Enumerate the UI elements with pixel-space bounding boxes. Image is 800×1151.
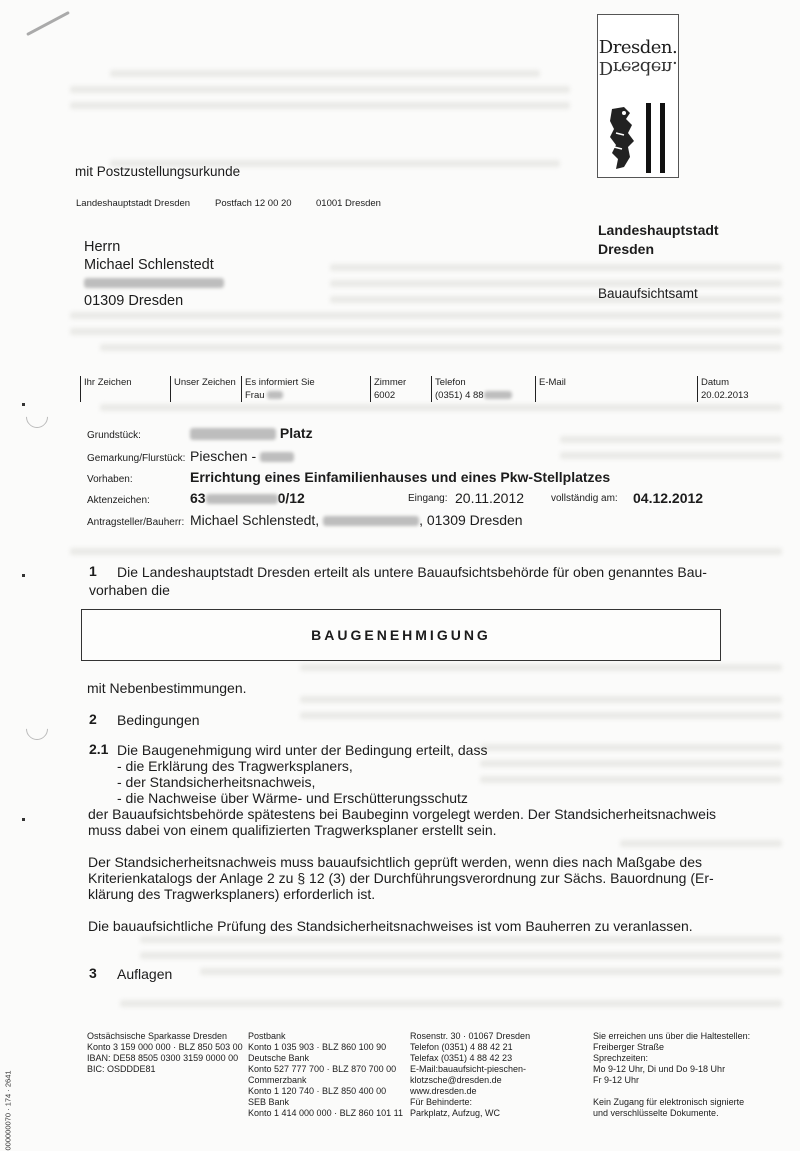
footer-col4-line: Freiberger Straße [593,1042,665,1052]
section21-p2-line2: Kriterienkatalogs der Anlage 2 zu § 12 (3) der Durchführungsverordnung zur Sächs. Bauordnung (Er- [88,870,714,886]
section21-p2-line3: klärung des Tragwerksplaners) erforderlich ist. [88,886,376,902]
fold-mark [22,403,25,406]
aktenzeichen-label: Aktenzeichen: [87,495,150,506]
ref-telefon-label: Telefon [435,377,466,388]
eingang-value: 20.11.2012 [455,490,525,506]
fold-mark [22,574,25,577]
footer-hours [593,1031,750,1119]
aktenzeichen-value [190,490,305,506]
sender-postbox: Postfach 12 00 20 [215,198,292,209]
issuer-name [598,221,719,259]
issuer-office: Bauaufsichtsamt [598,286,698,301]
section21-intro: Die Baugenehmigung wird unter der Bedingung erteilt, dass [117,742,488,758]
footer-col3-line: klotzsche@dresden.de [410,1075,502,1085]
punch-hole [21,401,52,432]
section2-number: 2 [89,711,97,727]
footer-bank-sparkasse [87,1031,243,1075]
footer-col1-line: Konto 3 159 000 000 · BLZ 850 503 00 [87,1042,243,1052]
section21-number: 2.1 [89,741,109,757]
vorhaben-value: Errichtung eines Einfamilienhauses und eines Pkw-Stellplatzes [190,469,611,485]
recipient-street-redacted [84,274,224,292]
section21-item-2: - der Standsicherheitsnachweis, [117,774,316,790]
section1-line1: Die Landeshauptstadt Dresden erteilt als untere Bauaufsichtsbehörde für oben genanntes Bau- [117,564,707,580]
section1-number: 1 [89,563,97,579]
footer-col4-line: Mo 9-12 Uhr, Di und Do 9-18 Uhr [593,1064,726,1074]
recipient-name: Michael Schlenstedt [84,257,214,273]
vorhaben-label: Vorhaben: [87,474,133,485]
sender-zip: 01001 Dresden [316,198,381,209]
logo-wordmark: Dresden. [598,37,678,58]
ref-datum-label: Datum [701,377,729,388]
dresden-logo [597,14,679,178]
footer-col3-line: Telefon (0351) 4 88 42 21 [410,1042,513,1052]
section1-after: mit Nebenbestimmungen. [87,680,247,696]
section21-p1-line2: muss dabei von einem qualifizierten Tragwerksplaner erstellt sein. [88,822,497,838]
grundstueck-value [190,425,313,441]
aktenzeichen-prefix: 63 [190,490,206,506]
grundstueck-value-text: Platz [279,425,313,441]
footer-col4-line: Kein Zugang für elektronisch signierte [593,1097,745,1107]
section21-p1-line1: der Bauaufsichtsbehörde spätestens bei Baubeginn vorgelegt werden. Der Standsicherheitsnachweis [88,806,717,822]
footer-col1-line: BIC: OSDDDE81 [87,1064,156,1074]
ref-informiert [241,376,365,402]
antragsteller-name: Michael Schlenstedt, [190,512,320,528]
fold-mark [22,818,25,821]
section21-item-3: - die Nachweise über Wärme- und Erschütterungsschutz [117,790,468,806]
footer-col2-line: Deutsche Bank [248,1053,310,1063]
footer-col3-line: Parkplatz, Aufzug, WC [410,1108,501,1118]
footer-col2-line: SEB Bank [248,1097,290,1107]
gemarkung-value-text: Pieschen - [190,448,257,464]
section3-title: Auflagen [117,966,173,982]
footer-col4-spacer [593,1086,750,1097]
antragsteller-label: Antragsteller/Bauherr: [87,517,185,528]
sender-city: Landeshauptstadt Dresden [76,198,191,209]
footer-col2-line: Konto 1 120 740 · BLZ 850 400 00 [248,1086,387,1096]
punch-hole [21,713,52,744]
footer-col3-line: Für Behinderte: [410,1097,473,1107]
footer-col2-line: Konto 1 414 000 000 · BLZ 860 101 11 [248,1108,403,1118]
ref-email [535,376,689,402]
grundstueck-label: Grundstück: [87,430,141,441]
ref-ihr-zeichen-label: Ihr Zeichen [84,377,132,388]
footer-col4-line: Sie erreichen uns über die Haltestellen: [593,1031,751,1041]
ref-datum-value: 20.02.2013 [701,390,749,401]
ref-zimmer-value: 6002 [374,390,396,401]
issuer-line2: Dresden [598,241,655,257]
footer-side-code: 000000070 · 174 · 2641 [3,1070,13,1151]
ref-ihr-zeichen [80,376,164,402]
ref-informiert-label: Es informiert Sie [245,377,315,388]
ref-zimmer-label: Zimmer [374,377,407,388]
ref-telefon-value: (0351) 4 88 [435,390,484,401]
footer-col3-line: Telefax (0351) 4 88 42 23 [410,1053,513,1063]
footer-col3-line: E-Mail:bauaufsicht-pieschen- [410,1064,527,1074]
section2-title: Bedingungen [117,712,200,728]
footer-col2-line: Postbank [248,1031,286,1041]
vollstaendig-value: 04.12.2012 [633,490,704,506]
section1-line2: vorhaben die [89,582,170,598]
eingang-label: Eingang: [408,493,448,504]
ref-unser-zeichen [170,376,236,402]
ref-datum [697,376,773,402]
footer-col2-line: Konto 1 035 903 · BLZ 860 100 90 [248,1042,387,1052]
logo-wordmark-mirrored: Dresden. [598,57,678,78]
footer-col3-line: www.dresden.de [410,1086,477,1096]
footer-col4-line: und verschlüsselte Dokumente. [593,1108,719,1118]
footer-col2-line: Konto 527 777 700 · BLZ 870 700 00 [248,1064,397,1074]
section21-item-1: - die Erklärung des Tragwerksplaners, [117,758,353,774]
recipient-city: 01309 Dresden [84,293,184,309]
footer-other-banks [248,1031,403,1119]
ref-informiert-value: Frau [245,390,265,401]
section3-number: 3 [89,965,97,981]
approval-title: BAUGENEHMIGUNG [311,627,491,643]
footer-col2-line: Commerzbank [248,1075,307,1085]
vollstaendig-label: vollständig am: [551,493,618,504]
recipient-salutation: Herrn [84,239,121,255]
antragsteller-city: , 01309 Dresden [419,512,523,528]
stripes-crest-icon [643,103,669,173]
footer-col1-line: Ostsächsische Sparkasse Dresden [87,1031,228,1041]
aktenzeichen-suffix: 0/12 [277,490,305,506]
footer-col4-line: Sprechzeiten: [593,1053,649,1063]
delivery-note: mit Postzustellungsurkunde [75,164,241,179]
approval-box [81,609,721,661]
ref-zimmer [370,376,424,402]
ref-email-label: E-Mail [539,377,566,388]
section21-p3: Die bauaufsichtliche Prüfung des Standsicherheitsnachweises ist vom Bauherren zu veranlassen. [88,918,693,934]
lion-crest-icon [604,103,638,173]
antragsteller-value [190,512,523,528]
ref-telefon [431,376,530,402]
staple-mark [26,11,70,36]
ref-unser-zeichen-label: Unser Zeichen [174,377,236,388]
gemarkung-value [190,448,294,464]
footer-col1-line: IBAN: DE58 8505 0300 3159 0000 00 [87,1053,239,1063]
footer-col3-line: Rosenstr. 30 · 01067 Dresden [410,1031,531,1041]
footer-contact [410,1031,530,1119]
footer-col4-line: Fr 9-12 Uhr [593,1075,640,1085]
section21-p2-line1: Der Standsicherheitsnachweis muss bauaufsichtlich geprüft werden, wenn dies nach Maßgabe des [88,854,703,870]
issuer-line1: Landeshauptstadt [598,222,719,238]
gemarkung-label: Gemarkung/Flurstück: [87,453,186,464]
recipient-address [84,238,224,310]
